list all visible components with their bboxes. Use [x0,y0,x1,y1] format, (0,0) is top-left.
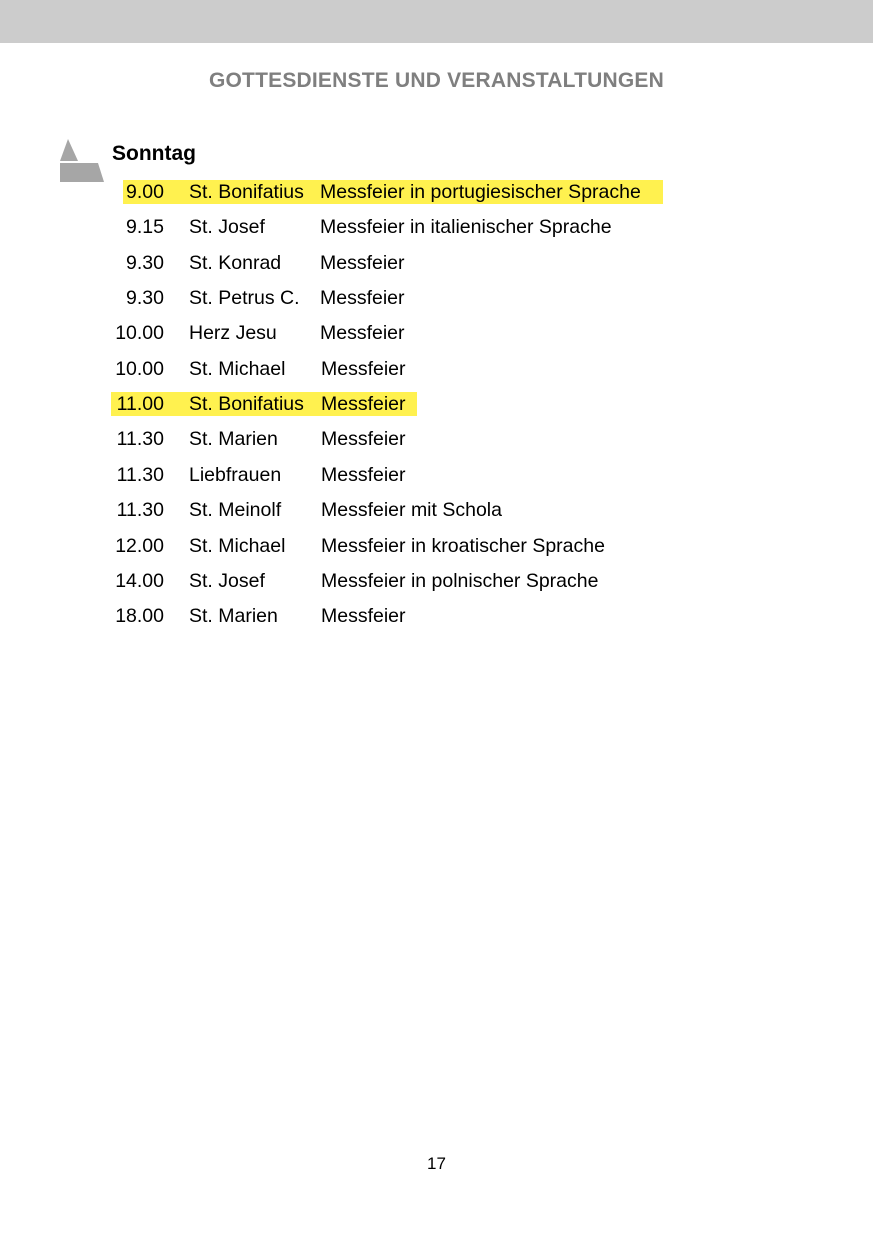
event-cell: Messfeier in polnischer Sprache [321,570,599,592]
time-cell: 11.30 [116,499,164,521]
place-cell: St. Bonifatius [189,393,304,415]
place-cell: Herz Jesu [189,322,277,344]
place-cell: Liebfrauen [189,464,282,486]
top-bar [0,0,873,43]
event-cell: Messfeier in kroatischer Sprache [321,535,605,557]
event-cell: Messfeier [320,252,405,274]
place-cell: St. Marien [189,605,278,627]
time-cell: 18.00 [115,605,164,627]
place-cell: St. Michael [189,358,286,380]
schedule-row [0,245,873,280]
day-heading: Sonntag [112,142,196,165]
schedule-row [0,528,873,563]
time-cell: 11.00 [116,393,164,415]
place-cell: St. Michael [189,535,286,557]
page-title: GOTTESDIENSTE UND VERANSTALTUNGEN [208,69,664,92]
event-cell: Messfeier [320,322,405,344]
event-cell: Messfeier in portugiesischer Sprache [320,181,641,203]
time-cell: 12.00 [115,535,164,557]
time-cell: 14.00 [115,570,164,592]
schedule-row [0,351,873,386]
time-cell: 10.00 [115,358,164,380]
time-cell: 9.30 [126,252,164,274]
place-cell: St. Marien [189,428,278,450]
schedule-row [0,209,873,244]
event-cell: Messfeier [320,287,405,309]
page-number: 17 [427,1154,446,1173]
schedule-row [0,174,873,209]
event-cell: Messfeier [321,393,406,415]
time-cell: 11.30 [116,464,164,486]
schedule-row [0,492,873,527]
place-cell: St. Josef [189,570,265,592]
place-cell: St. Josef [189,216,265,238]
place-cell: St. Konrad [189,252,282,274]
event-cell: Messfeier [321,428,406,450]
schedule-row [0,563,873,598]
schedule-row [0,386,873,421]
event-cell: Messfeier [321,464,406,486]
event-cell: Messfeier [321,358,406,380]
time-cell: 9.30 [126,287,164,309]
place-cell: St. Bonifatius [189,181,304,203]
time-cell: 11.30 [116,428,164,450]
time-cell: 10.00 [115,322,164,344]
schedule-row [0,280,873,315]
schedule-row [0,598,873,633]
event-cell: Messfeier in italienischer Sprache [320,216,612,238]
schedule-row [0,421,873,456]
time-cell: 9.15 [126,216,164,238]
place-cell: St. Meinolf [189,499,282,521]
time-cell: 9.00 [126,181,164,203]
schedule-row [0,457,873,492]
event-cell: Messfeier mit Schola [321,499,502,521]
place-cell: St. Petrus C. [189,287,300,309]
schedule-row [0,315,873,350]
event-cell: Messfeier [321,605,406,627]
